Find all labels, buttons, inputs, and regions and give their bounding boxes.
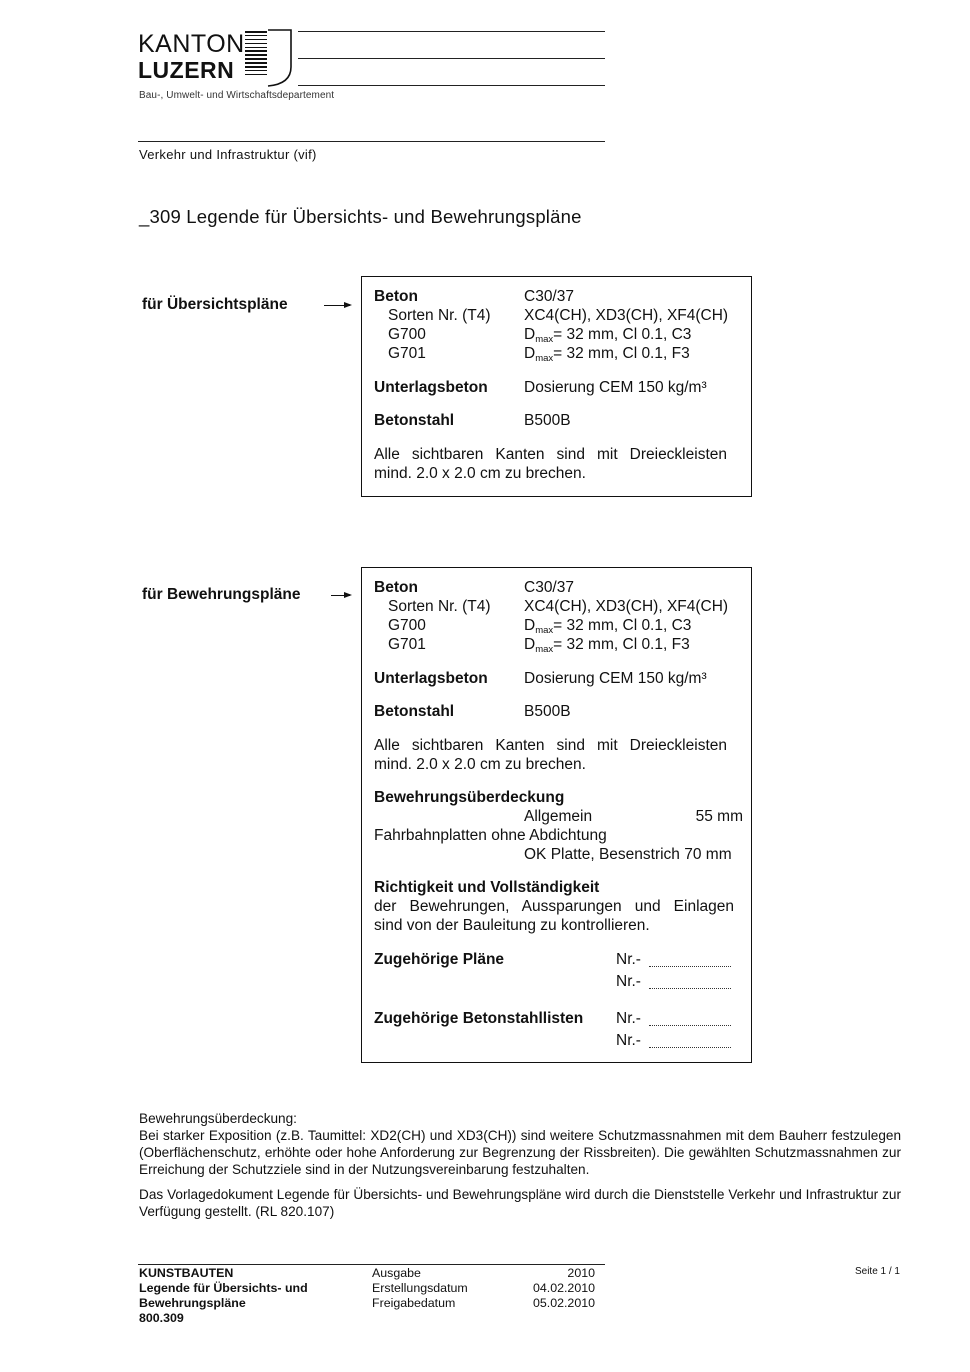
footer-doc-title-line2: Bewehrungspläne — [139, 1296, 246, 1310]
kanten-text-line2: mind. 2.0 x 2.0 cm zu brechen. — [374, 465, 586, 482]
g700-label: G700 — [388, 326, 426, 343]
g701-value: $D_{max}= 32$ mm, Cl 0.1, F3 — [524, 636, 690, 655]
betonstahl-label: Betonstahl — [374, 703, 455, 720]
g701-value: $D_{max}= 32$ mm, Cl 0.1, F3 — [524, 345, 690, 364]
unterlagsbeton-label: Unterlagsbeton — [374, 379, 488, 396]
sorten-label: Sorten Nr. (T4) — [388, 307, 491, 324]
page-number: Seite 1 / 1 — [854, 1266, 900, 1277]
plan-nr-blank-2 — [649, 988, 731, 989]
logo-luzern-text: LUZERN — [138, 57, 235, 83]
fahrbahn-label: Fahrbahnplatten ohne Abdichtung — [374, 827, 607, 844]
kanten-text-line2: mind. 2.0 x 2.0 cm zu brechen. — [374, 756, 586, 773]
legend-box-bewehrung — [361, 567, 752, 1063]
richtigkeit-line2: sind von der Bauleitung zu kontrollieren. — [374, 917, 650, 934]
logo-kanton-text: KANTON — [138, 30, 245, 58]
betonstahl-value: B500B — [524, 703, 571, 720]
kanten-text-line1: Alle sichtbaren Kanten sind mit Dreieckleisten — [374, 737, 727, 754]
betonstahl-value: B500B — [524, 412, 571, 429]
freigabedatum-value: 05.02.2010 — [532, 1296, 595, 1310]
coat-of-arms-icon — [267, 29, 295, 87]
stahlliste-nr-blank-1 — [649, 1025, 731, 1026]
header-rule-1 — [298, 31, 605, 32]
ueberdeckung-heading: Bewehrungsüberdeckung — [374, 789, 565, 806]
arrow-right-icon — [331, 595, 350, 596]
footer-doc-number: 800.309 — [139, 1311, 184, 1325]
g700-value: $D_{max}= 32$ mm, Cl 0.1, C3 — [524, 326, 692, 345]
footer-category: KUNSTBAUTEN — [139, 1266, 234, 1280]
erstellungsdatum-value: 04.02.2010 — [532, 1281, 595, 1295]
notes-paragraph-2: Das Vorlagedokument Legende für Übersichts- und Bewehrungspläne wird durch die Dienststelle Verkehr und Infrastruktur zur Verfügung gestellt. (RL 820.107) — [139, 1187, 901, 1219]
unterlagsbeton-value: Dosierung CEM 150 kg/m³ — [524, 670, 707, 687]
allgemein-label: Allgemein — [524, 808, 593, 825]
stahlliste-nr-blank-2 — [649, 1047, 731, 1048]
document-title: _309 Legende für Übersichts- und Bewehrungspläne — [139, 206, 582, 227]
section-label-uebersicht: für Übersichtspläne — [142, 296, 288, 313]
g701-label: G701 — [388, 636, 426, 653]
ausgabe-label: Ausgabe — [372, 1266, 421, 1280]
sorten-label: Sorten Nr. (T4) — [388, 598, 491, 615]
sorten-value: XC4(CH), XD3(CH), XF4(CH) — [524, 307, 729, 324]
section-label-bewehrung: für Bewehrungspläne — [142, 586, 301, 603]
freigabedatum-label: Freigabedatum — [372, 1296, 456, 1310]
fahrbahn-value: OK Platte, Besenstrich 70 mm — [524, 846, 732, 863]
g700-value: $D_{max}= 32$ mm, Cl 0.1, C3 — [524, 617, 692, 636]
unterlagsbeton-value: Dosierung CEM 150 kg/m³ — [524, 379, 707, 396]
g700-label: G700 — [388, 617, 426, 634]
department-rule — [138, 141, 605, 142]
footer-doc-title-line1: Legende für Übersichts- und — [139, 1281, 308, 1295]
notes-paragraph-1: Bei starker Exposition (z.B. Taumittel: XD2(CH) und XD3(CH)) sind weitere Schutzmassnahmen mit dem Bauherr festzulegen (Oberflächenschutz, erhöhte oder hohe Anforderung zur Begrenzung der Rissbreiten). Die gewählten Schutzmassnahmen zur Erreichung der Schutzziele sind in der Nutzungsvereinbarung festzuhalten. — [139, 1128, 901, 1177]
g701-label: G701 — [388, 345, 426, 362]
logo-subtitle: Bau-, Umwelt- und Wirtschaftsdepartement — [139, 90, 335, 101]
kanten-text-line1: Alle sichtbaren Kanten sind mit Dreieckleisten — [374, 446, 727, 463]
beton-value: C30/37 — [524, 579, 574, 596]
sorten-value: XC4(CH), XD3(CH), XF4(CH) — [524, 598, 729, 615]
zugehoerige-plaene-label: Zugehörige Pläne — [374, 951, 505, 968]
header-rule-2 — [298, 58, 605, 59]
stahlliste-nr-label-1: Nr.- — [616, 1010, 641, 1027]
beton-label: Beton — [374, 579, 418, 596]
legend-box-uebersicht — [361, 276, 752, 497]
plan-nr-label-2: Nr.- — [616, 973, 641, 990]
notes-heading: Bewehrungsüberdeckung: — [139, 1111, 297, 1126]
header-rule-3 — [298, 85, 605, 86]
footer-rule — [138, 1264, 605, 1265]
ausgabe-value: 2010 — [567, 1266, 595, 1280]
betonstahl-label: Betonstahl — [374, 412, 455, 429]
plan-nr-blank-1 — [649, 966, 731, 967]
arrow-right-icon — [324, 305, 350, 306]
richtigkeit-line1: der Bewehrungen, Aussparungen und Einlagen — [374, 898, 734, 915]
plan-nr-label-1: Nr.- — [616, 951, 641, 968]
logo-stripes-icon — [245, 31, 267, 83]
stahlliste-nr-label-2: Nr.- — [616, 1032, 641, 1049]
beton-value: C30/37 — [524, 288, 574, 305]
allgemein-value: 55 mm — [695, 808, 743, 825]
richtigkeit-heading: Richtigkeit und Vollständigkeit — [374, 879, 600, 896]
erstellungsdatum-label: Erstellungsdatum — [372, 1281, 468, 1295]
zugehoerige-stahllisten-label: Zugehörige Betonstahllisten — [374, 1010, 584, 1027]
beton-label: Beton — [374, 288, 418, 305]
department-name: Verkehr und Infrastruktur (vif) — [139, 147, 317, 162]
unterlagsbeton-label: Unterlagsbeton — [374, 670, 488, 687]
